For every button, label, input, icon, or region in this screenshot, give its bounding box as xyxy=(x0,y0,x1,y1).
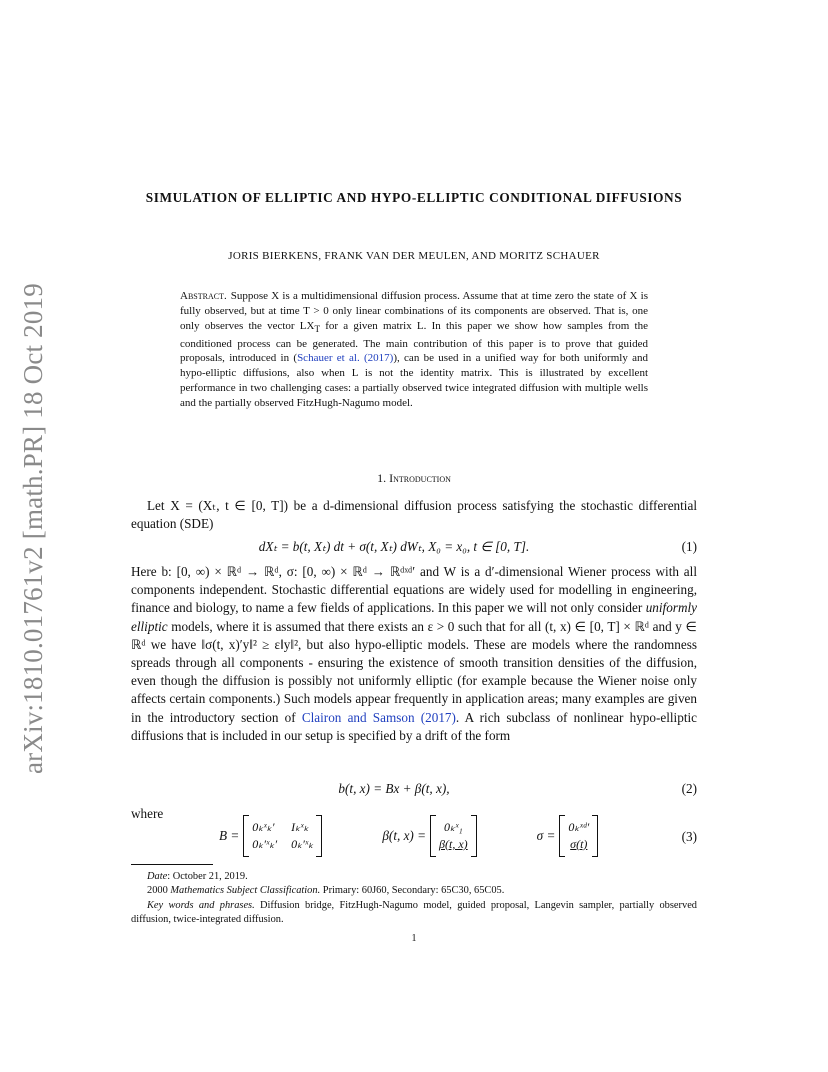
footnote-rule xyxy=(131,864,213,865)
intro-paragraph-2a: Here b: [0, ∞) × ℝᵈ → ℝᵈ, σ: [0, ∞) × ℝᵈ → ℝᵈˣᵈ′ and W is a d′-dimensional Wiener process with all components independent. Stochastic differential equations are widely used for modelling in engineering, finance and biology, to name a few fields of applications. In this paper we will not only consider xyxy=(131,564,697,616)
matrix-cell: 0ₖˣₖ′ xyxy=(252,820,275,834)
matrix-sigma-grid xyxy=(565,820,592,852)
right-bracket xyxy=(316,815,322,857)
footnote-date xyxy=(131,870,697,884)
matrix-B-body xyxy=(243,815,322,857)
abstract-text-3: ), can be used in a unified way for both uniformly and hypo-elliptic diffusions, also when L is not the identity matrix. This is illustrated by excellent performance in two challenging cases: a partially observed twice integrated diffusion with multiple wells and the partially observed FitzHugh-Nagumo model. xyxy=(180,352,648,409)
vector-beta-grid xyxy=(436,820,471,852)
matrix-cell: 0ₖˣᵈ′ xyxy=(568,820,590,834)
citation-link-clairon[interactable]: Clairon and Samson (2017) xyxy=(301,709,456,725)
matrix-B-label: B = xyxy=(219,828,240,843)
equation-2-body: b(t, x) = Bx + β(t, x), xyxy=(338,781,450,796)
abstract-subscript: T xyxy=(314,323,321,334)
intro-paragraph-2 xyxy=(131,563,697,745)
where-text: where xyxy=(131,806,164,821)
matrix-B xyxy=(219,815,322,857)
intro-paragraph-1: Let X = (Xₜ, t ∈ [0, T]) be a d-dimensional diffusion process satisfying the stochastic differential equation (SDE) xyxy=(131,498,697,532)
paper-title: SIMULATION OF ELLIPTIC AND HYPO-ELLIPTIC CONDITIONAL DIFFUSIONS xyxy=(145,190,683,205)
page-number: 1 xyxy=(411,933,417,944)
citation-link-schauer[interactable]: Schauer et al. (2017) xyxy=(297,352,394,365)
matrix-B-grid xyxy=(249,820,316,852)
matrix-cell: 0ₖ′ˣₖ′ xyxy=(252,837,278,851)
intro-paragraph-2c: . A rich subclass of nonlinear hypo-elliptic diffusions that is included in our setup is specified by a drift of the form xyxy=(131,709,697,743)
footnote-keywords xyxy=(131,899,697,928)
matrix-cell: β(t, x) xyxy=(439,837,468,851)
intro-emphasis: uniformly elliptic xyxy=(131,600,697,634)
footnote-keywords-label: Key words and phrases. xyxy=(147,900,255,911)
equation-2 xyxy=(131,781,697,799)
footnote-date-label: Date xyxy=(147,871,168,882)
vector-beta-body xyxy=(430,815,477,857)
vector-beta-label: β(t, x) = xyxy=(382,828,427,843)
matrix-cell: 0ₖ′ˣₖ xyxy=(291,837,314,851)
intro-paragraph-2b: models, where it is assumed that there exists an ε > 0 such that for all (t, x) ∈ [0, T] × ℝᵈ and y ∈ ℝᵈ we have ‖σ(t, x)′y‖² ≥ ε‖y‖², but also hypo-elliptic models. These are models where the randomness spreads through all components - ensuring the existence of smooth transition densities of the diffusion, even though the diffusion is possibly not uniformly elliptic (for example because the Wiener noise only affects certain components.) Such models appear frequently in application areas; many examples are given in the introductory section of xyxy=(131,618,697,725)
footnote-keywords-value: Diffusion bridge, FitzHugh-Nagumo model, guided proposal, Langevin sampler, partially observed diffusion, twice-integrated diffusion. xyxy=(131,900,698,926)
abstract xyxy=(180,289,648,411)
arxiv-identifier-stamp: arXiv:1810.01761v2 [math.PR] 18 Oct 2019 xyxy=(18,283,48,774)
matrix-sigma xyxy=(537,815,599,857)
matrix-sigma-body xyxy=(559,815,598,857)
section-title: Introduction xyxy=(389,471,451,485)
right-bracket xyxy=(592,815,598,857)
right-bracket xyxy=(471,815,477,857)
abstract-label: Abstract. xyxy=(180,290,227,302)
abstract-text-1: Suppose X is a multidimensional diffusion process. Assume that at time zero the state of X is fully observed, but at time T > 0 only linear combinations of its components are observed. That is, one only observes the vector LX xyxy=(180,290,648,332)
matrix-cell: σ(t) xyxy=(570,837,588,851)
section-number: 1. xyxy=(377,471,387,485)
footnote-msc-label: Mathematics Subject Classification. xyxy=(170,885,321,896)
equation-3-number: (3) xyxy=(681,829,697,844)
equation-2-number: (2) xyxy=(681,781,697,796)
matrix-cell: Iₖˣₖ xyxy=(291,820,309,834)
footnote-msc xyxy=(131,884,697,898)
vector-beta xyxy=(382,815,476,857)
author-list: JORIS BIERKENS, FRANK VAN DER MEULEN, AND MORITZ SCHAUER xyxy=(228,250,600,262)
equation-3 xyxy=(131,815,697,861)
abstract-text-2: for a given matrix L. In this paper we show how samples from the conditioned process can be generated. The main contribution of this paper is to prove that guided proposals, introduced in ( xyxy=(180,319,648,365)
footnote-msc-year: 2000 xyxy=(147,885,171,896)
matrix-sigma-label: σ = xyxy=(536,828,556,843)
matrix-cell: 0ₖˣ₁ xyxy=(444,820,463,834)
equation-1-body: dXₜ = b(t, Xₜ) dt + σ(t, Xₜ) dWₜ, X₀ = x₀, t ∈ [0, T]. xyxy=(258,539,530,554)
equation-1-number: (1) xyxy=(681,539,697,554)
footnote-msc-value: Primary: 60J60, Secondary: 65C30, 65C05. xyxy=(320,885,505,896)
equation-1 xyxy=(131,539,697,557)
section-heading xyxy=(131,471,697,486)
footnote-date-value: : October 21, 2019. xyxy=(167,871,248,882)
